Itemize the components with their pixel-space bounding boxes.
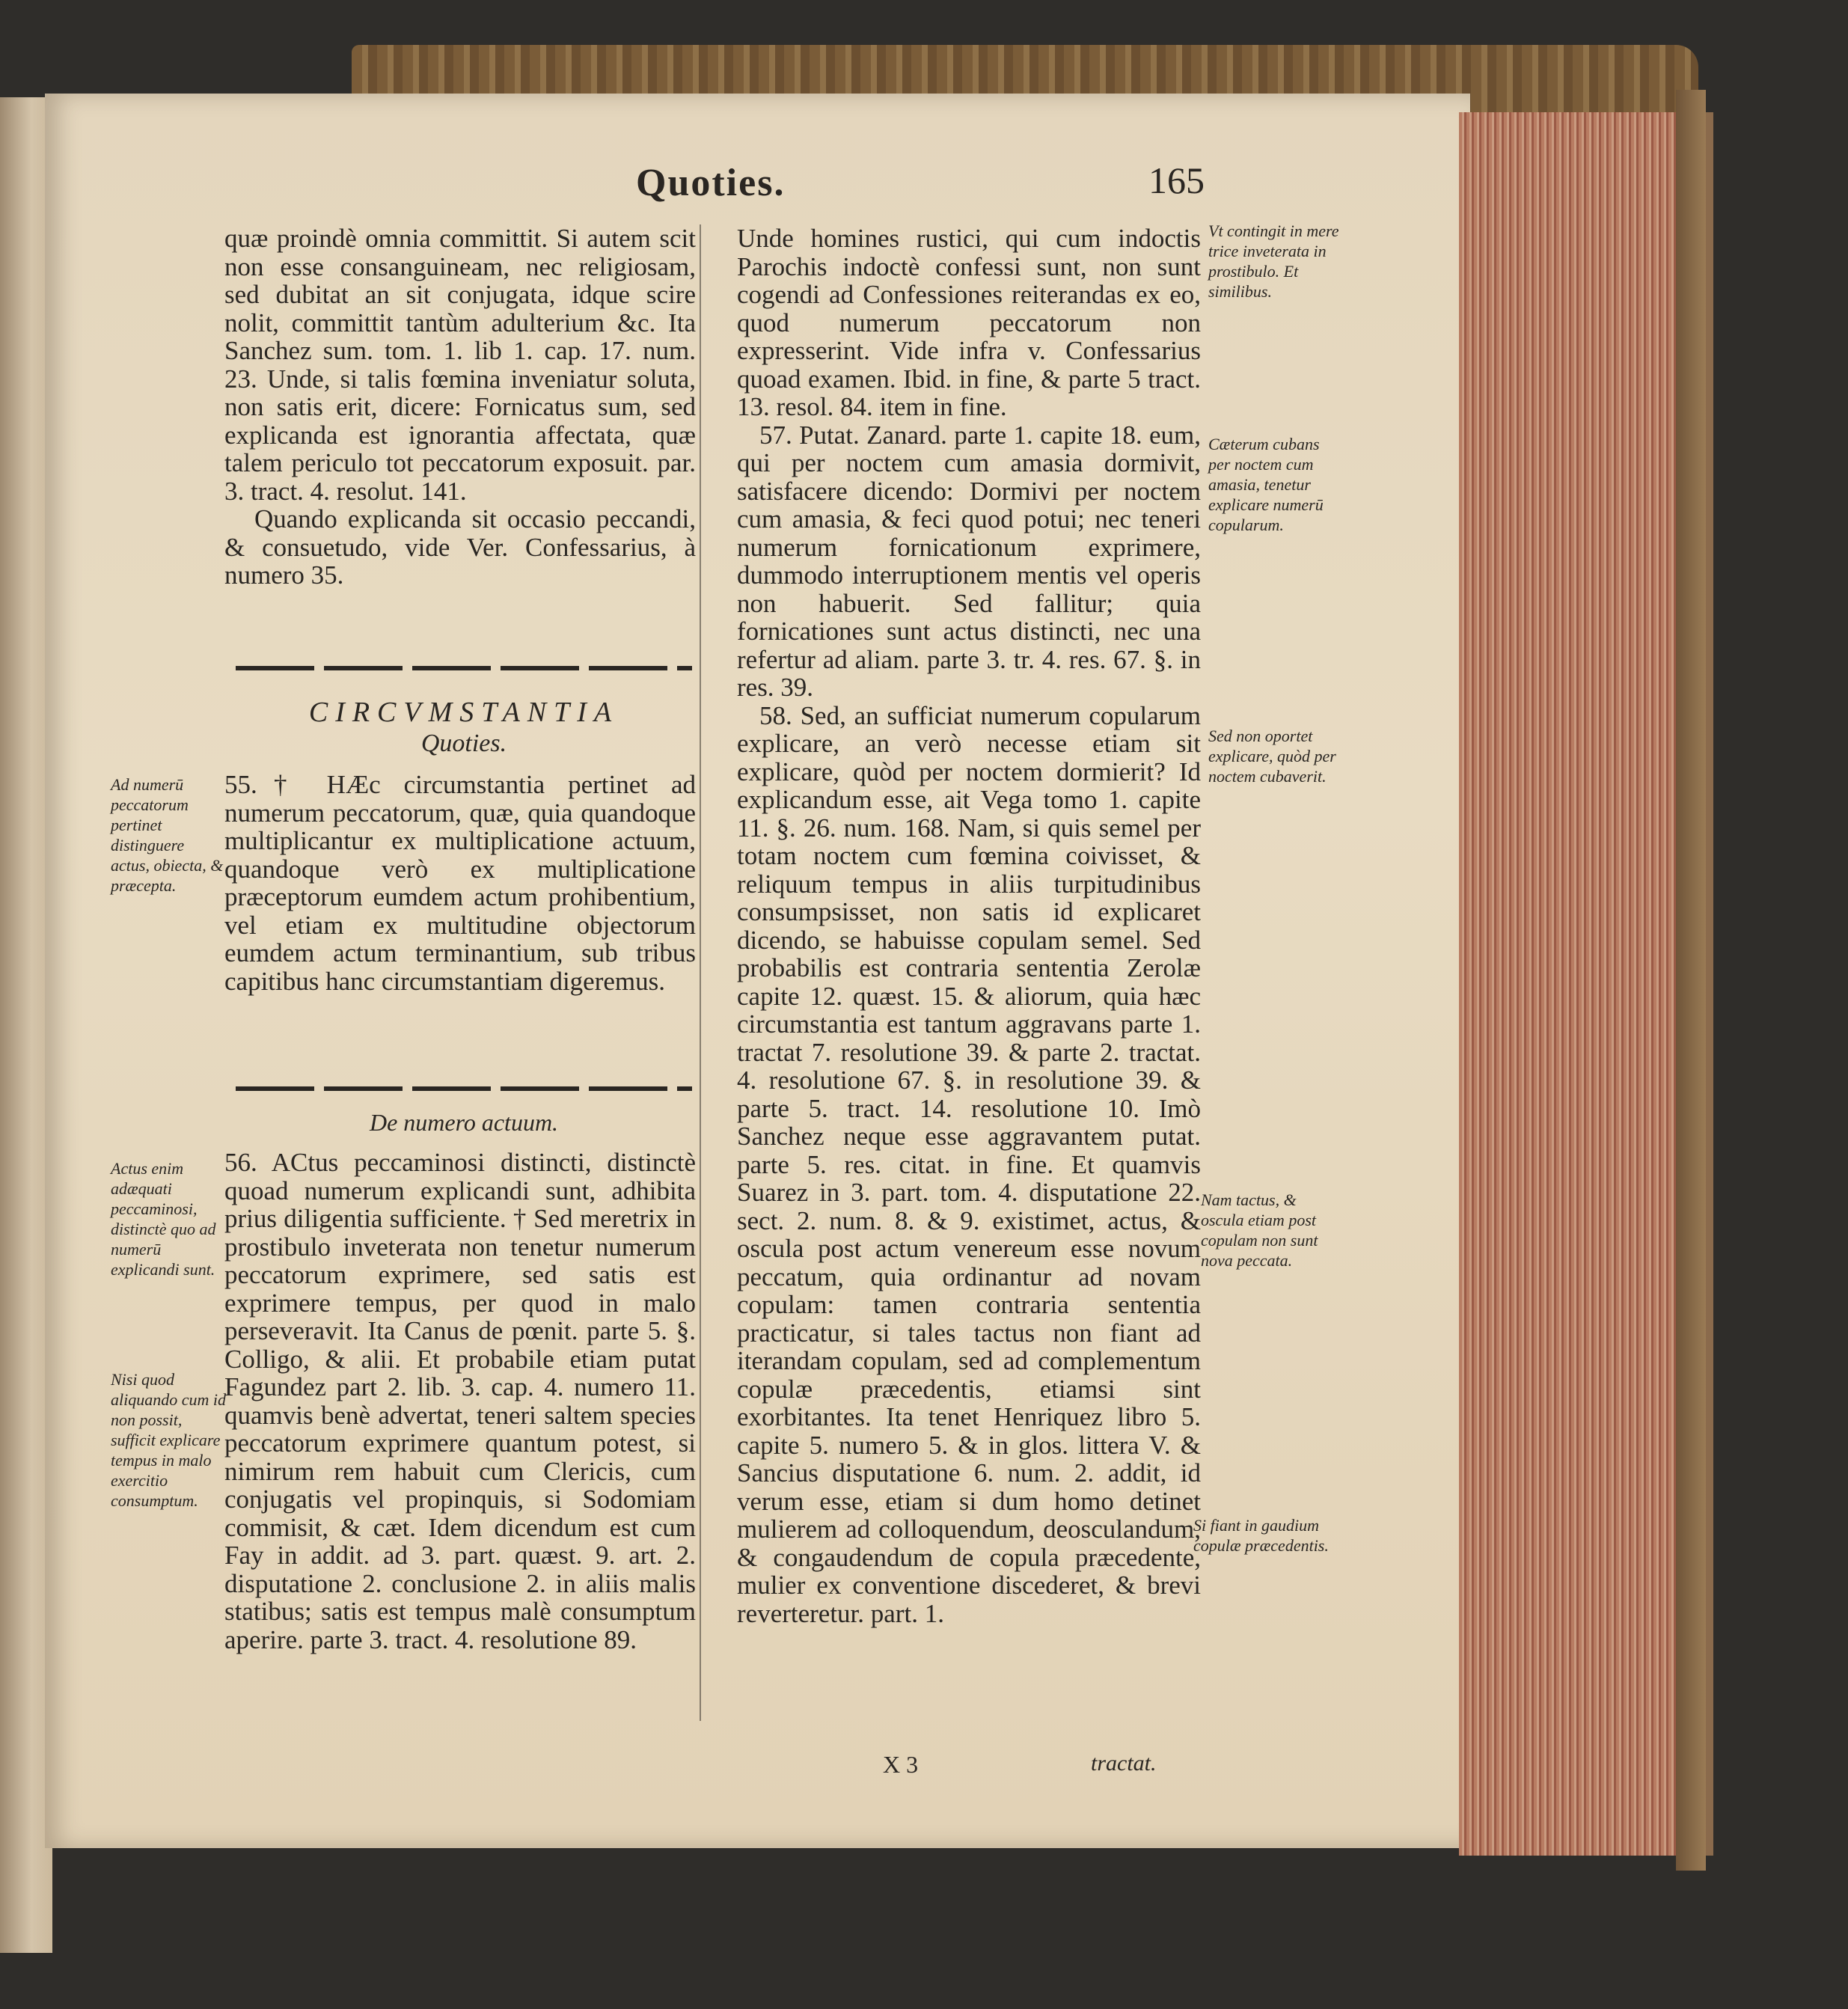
margin-note: Nisi quod aliquando cum id non possit, sufficit explicare tempus in malo exercitio consumptum. <box>111 1370 226 1510</box>
margin-note: Vt contingit in mere trice inveterata in prostibulo. Et similibus. <box>1208 221 1339 301</box>
signature-mark: X 3 <box>883 1751 919 1778</box>
para-56 <box>224 1149 696 1654</box>
section-title: CIRCVMSTANTIA <box>308 697 619 728</box>
column-divider <box>700 224 701 1721</box>
section-rule <box>236 666 692 670</box>
subheading: De numero actuum. <box>369 1109 559 1136</box>
page-number: 165 <box>1148 159 1205 201</box>
margin-note: Actus enim adæquati peccaminosi, distinctè quo ad numerū explicandi sunt. <box>111 1159 216 1279</box>
para-56-text: 56. ACtus peccaminosi distincti, distinctè quoad numerum explicandi sunt, adhibita prius diligentia sufficiente. † Sed meretrix in prostibulo inveterata non tenetur numerum peccatorum exprimere, sed satis est exprimere tempus, per quod in malo perseveravit. Ita Canus de pœnit. parte 5. §. Colligo, & alii. Et probabile etiam putat Fagundez part 2. lib. 3. cap. 4. numero 11. quamvis benè advertat, teneri saltem species peccatorum exprimere quantum potest, si nimirum rem habuit cum Clericis, cum conjugatis vel propinquis, si Sodomiam commisit, & cæt. Idem dicendum est cum Fay in addit. ad 3. part. quæst. 9. art. 2. disputatione 2. conclusione 2. in aliis malis statibus; satis est tempus malè consumptum aperire. parte 3. tract. 4. resolutione 89. <box>224 1148 696 1654</box>
left-quando: Quando explicanda sit occasio peccandi, & consuetudo, vide Ver. Confessarius, à numero 35. <box>224 504 696 590</box>
margin-note: Nam tactus, & oscula etiam post copulam non sunt nova peccata. <box>1201 1190 1318 1270</box>
left-column <box>224 224 696 590</box>
right-intro: Unde homines rustici, qui cum indoctis Parochis indoctè confessi sunt, non sunt cogendi ad Confessiones reiterandas ex eo, quod numerum peccatorum non expresserint. Vide infra v. Confessarius quoad examen. Ibid. in fine, & parte 5 tract. 13. resol. 84. item in fine. <box>737 224 1201 421</box>
section-subtitle: Quoties. <box>420 730 507 757</box>
page-block-edge <box>1459 112 1713 1856</box>
catchword: tractat. <box>1091 1751 1157 1776</box>
subsection-rule <box>236 1086 692 1091</box>
book-cover-edge <box>1676 90 1706 1871</box>
margin-note: Sed non oportet explicare, quòd per noctem cubaverit. <box>1208 727 1336 786</box>
left-intro: quæ proindè omnia committit. Si autem scit non esse consanguineam, nec religiosam, sed dubitat an sit conjugata, idque scire nolit, committit tantùm adulterium &c. Ita Sanchez sum. tom. 1. lib 1. cap. 17. num. 23. Unde, si talis fœmina inveniatur soluta, non satis erit, dicere: Fornicatus sum, sed explicanda est ignorantia affectata, quæ talem periculo tot peccatorum exposuit. par. 3. tract. 4. resolut. 141. <box>224 224 696 506</box>
para-55 <box>224 771 696 995</box>
para-55-text: 55.† HÆc circumstantia pertinet ad numerum peccatorum, quæ, quia quandoque multiplicantur ex multiplicatione actuum, quandoque verò ex multiplicatione præceptorum eumdem actum prohibentium, vel etiam ex multitudine objectorum eumdem actum terminantium, sub tribus capitibus hanc circumstantiam digeremus. <box>224 770 696 996</box>
margin-note: Ad numerū peccatorum pertinet distinguere actus, obiecta, & præcepta. <box>111 775 224 895</box>
para-58: 58. Sed, an sufficiat numerum copularum explicare, an verò necesse etiam sit explicare, quòd per noctem dormierit? Id explicandum esse, ait Vega tomo 1. capite 11. §. 26. num. 168. Nam, si quis semel per totam noctem cum fœmina coivisset, & reliquum tempus in aliis turpitudinibus consumpsisset, non satis id explicaret dicendo, se habuisse copulam semel. Sed probabilis est contraria sententia Zerolæ capite 12. quæst. 15. & aliorum, quia hæc circumstantia est tantum aggravans parte 1. tractat 7. resolutione 39. & parte 2. tractat. 4. resolutione 67. §. in resolutione 39. & parte 5. tract. 14. resolutione 10. Imò Sanchez neque esse aggravantem putat. parte 5. res. citat. in fine. Et quamvis Suarez in 3. part. tom. 4. disputatione 22. sect. 2. num. 8. & 9. existimet, actus, & oscula post actum venereum esse novum peccatum, quia ordinantur ad novam copulam: tamen contraria sententia practicatur, si tales tactus non fiant ad iterandam copulam, sed ad complementum copulæ præcedentis, etiamsi sint exorbitantes. Ita tenet Henriquez libro 5. capite 5. numero 5. & in glos. littera V. & Sancius disputatione 6. num. 2. addit, id verum esse, etiam si dum homo detinet mulierem ad colloquendum, deosculandum, & congaudendum de copula præcedente, mulier ex conventione discederet, & brevi reverteretur. part. 1. <box>737 700 1201 1628</box>
para-57: 57. Putat. Zanard. parte 1. capite 18. eum, qui per noctem cum amasia dormivit, satisfacere dicendo: Dormivi per noctem cum amasia, & feci quod potui; nec teneri numerum fornicationum exprimere, dummodo interruptionem mentis vel operis non habuerit. Sed fallitur; quia fornicationes sunt actus distincti, nec una refertur ad aliam. parte 3. tr. 4. res. 67. §. in res. 39. <box>737 420 1201 702</box>
margin-note: Cæterum cubans per noctem cum amasia, tenetur explicare numerū copularum. <box>1208 435 1324 534</box>
margin-note: Si fiant in gaudium copulæ præcedentis. <box>1193 1516 1329 1555</box>
running-head: Quoties. <box>636 162 786 204</box>
right-column <box>737 224 1201 1627</box>
